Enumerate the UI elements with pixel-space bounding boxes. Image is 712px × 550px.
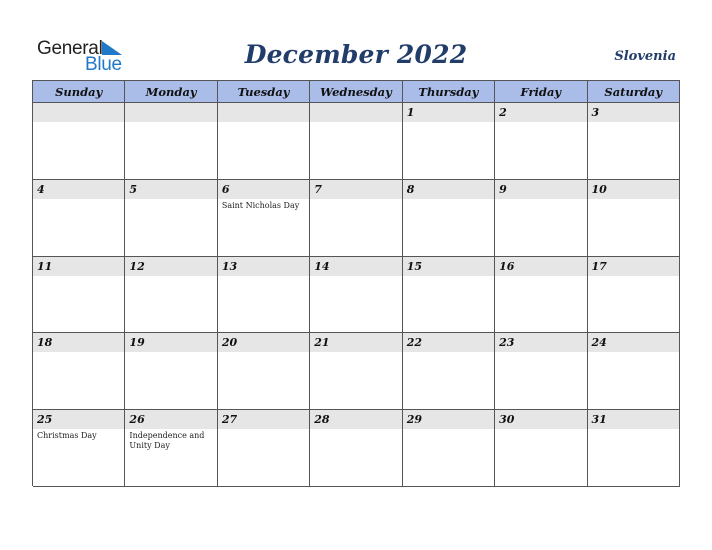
day-number: 11 <box>33 257 124 276</box>
day-number: 2 <box>495 103 586 122</box>
day-number: 24 <box>588 333 679 352</box>
day-number: 30 <box>495 410 586 429</box>
day-number: 9 <box>495 180 586 199</box>
day-cell <box>33 257 125 334</box>
day-cell <box>495 103 587 180</box>
day-number: 20 <box>218 333 309 352</box>
day-cell <box>495 257 587 334</box>
day-number: 14 <box>310 257 401 276</box>
day-number: 19 <box>125 333 216 352</box>
calendar-week-row <box>33 180 680 257</box>
day-number: 6 <box>218 180 309 199</box>
day-number: 10 <box>588 180 679 199</box>
day-number: 29 <box>403 410 494 429</box>
day-cell <box>495 410 587 487</box>
calendar-week-row <box>33 257 680 334</box>
day-cell <box>310 410 402 487</box>
weekday-header: Monday <box>125 81 217 103</box>
day-cell <box>218 410 310 487</box>
day-number: 4 <box>33 180 124 199</box>
day-cell <box>403 103 495 180</box>
day-number: 16 <box>495 257 586 276</box>
day-number: 27 <box>218 410 309 429</box>
day-number <box>125 103 216 122</box>
day-number: 18 <box>33 333 124 352</box>
day-cell <box>125 103 217 180</box>
calendar-week-row <box>33 333 680 410</box>
day-cell <box>33 333 125 410</box>
day-cell <box>588 257 680 334</box>
day-number: 17 <box>588 257 679 276</box>
day-number: 23 <box>495 333 586 352</box>
day-number: 13 <box>218 257 309 276</box>
holiday-label: Saint Nicholas Day <box>221 200 300 210</box>
weekday-header: Saturday <box>588 81 680 103</box>
weekday-header: Sunday <box>33 81 125 103</box>
logo-text-general: General <box>37 38 103 59</box>
day-cell <box>218 257 310 334</box>
day-cell <box>125 333 217 410</box>
day-cell <box>310 103 402 180</box>
day-cell <box>310 333 402 410</box>
day-number: 26 <box>125 410 216 429</box>
country-label: Slovenia <box>614 49 676 64</box>
day-number: 5 <box>125 180 216 199</box>
day-number: 8 <box>403 180 494 199</box>
weekday-header: Wednesday <box>310 81 402 103</box>
day-number: 12 <box>125 257 216 276</box>
day-cell <box>125 410 217 487</box>
day-number: 1 <box>403 103 494 122</box>
day-number: 25 <box>33 410 124 429</box>
holiday-label: Independence and Unity Day <box>129 431 205 451</box>
day-cell <box>33 180 125 257</box>
day-cell <box>125 180 217 257</box>
day-cell <box>588 180 680 257</box>
day-number: 22 <box>403 333 494 352</box>
calendar-week-row <box>33 410 680 487</box>
day-number <box>218 103 309 122</box>
day-number: 21 <box>310 333 401 352</box>
weekday-header: Tuesday <box>218 81 310 103</box>
day-cell <box>125 257 217 334</box>
day-cell <box>403 180 495 257</box>
day-cell <box>218 180 310 257</box>
day-number: 28 <box>310 410 401 429</box>
weekday-header: Thursday <box>403 81 495 103</box>
day-number: 3 <box>588 103 679 122</box>
day-number: 15 <box>403 257 494 276</box>
calendar-weeks <box>33 103 680 487</box>
calendar-title: December 2022 <box>244 40 468 69</box>
day-cell <box>310 257 402 334</box>
holiday-label: Christmas Day <box>37 431 97 441</box>
day-cell <box>403 333 495 410</box>
day-number: 7 <box>310 180 401 199</box>
day-cell <box>495 180 587 257</box>
day-number <box>310 103 401 122</box>
day-cell <box>588 333 680 410</box>
weekday-header: Friday <box>495 81 587 103</box>
day-cell <box>495 333 587 410</box>
day-cell <box>588 410 680 487</box>
weekday-header-row <box>33 81 680 103</box>
day-number <box>33 103 124 122</box>
day-cell <box>310 180 402 257</box>
calendar-week-row <box>33 103 680 180</box>
day-cell <box>588 103 680 180</box>
day-cell <box>218 103 310 180</box>
day-cell <box>218 333 310 410</box>
logo-text-blue: Blue <box>85 54 122 75</box>
calendar-grid <box>32 80 680 486</box>
day-cell <box>33 410 125 487</box>
day-number: 31 <box>588 410 679 429</box>
day-cell <box>403 257 495 334</box>
day-cell <box>33 103 125 180</box>
day-cell <box>403 410 495 487</box>
